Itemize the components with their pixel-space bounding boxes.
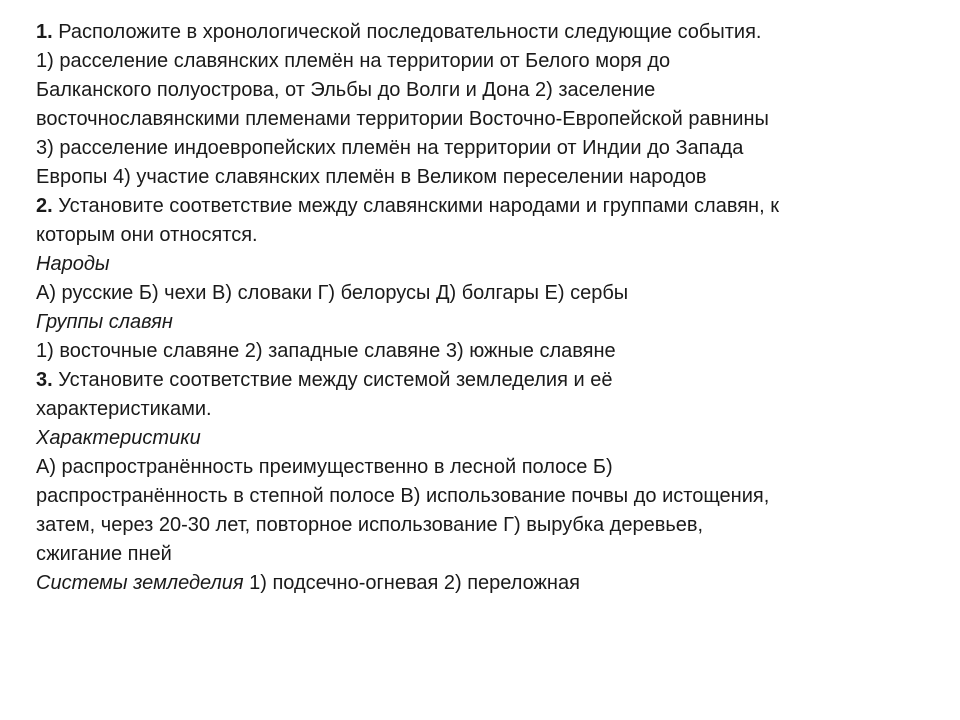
q1-event-line: 1) расселение славянских племён на территории от Белого моря до (36, 50, 671, 72)
q2-peoples-list: А) русские Б) чехи В) словаки Г) белорусы Д) болгары Е) сербы (36, 282, 629, 304)
q1-number: 1. (36, 21, 53, 43)
q2-groups-list: 1) восточные славяне 2) западные славяне 3) южные славяне (36, 340, 616, 362)
q3-feature-line: А) распространённость преимущественно в лесной полосе Б) (36, 456, 613, 478)
q3-systems-list: 1) подсечно-огневая 2) переложная (243, 572, 580, 594)
q3-number: 3. (36, 369, 53, 391)
q2-groups-heading: Группы славян (36, 311, 173, 333)
q1-title: Расположите в хронологической последовательности следующие события. (52, 21, 762, 43)
q1-event-line: 3) расселение индоевропейских племён на территории от Индии до Запада (36, 137, 744, 159)
q1-title-line (36, 18, 936, 47)
q1-event-line: Балканского полуострова, от Эльбы до Волги и Дона 2) заселение (36, 79, 656, 101)
q2-number: 2. (36, 195, 53, 217)
q1-event-line: восточнославянскими племенами территории Восточно-Европейской равнины (36, 108, 769, 130)
q2-peoples-heading: Народы (36, 253, 110, 275)
q3-title: Установите соответствие между системой земледелия и её (52, 369, 613, 391)
q3-feature-line: сжигание пней (36, 543, 172, 565)
q2-title: Установите соответствие между славянскими народами и группами славян, к (52, 195, 779, 217)
q3-feature-line: распространённость в степной полосе В) использование почвы до истощения, (36, 485, 770, 507)
q3-systems-line (36, 569, 936, 598)
q2-title-continuation: которым они относятся. (36, 224, 258, 246)
slide-text (36, 18, 936, 598)
q3-title-continuation: характеристиками. (36, 398, 212, 420)
q1-event-line: Европы 4) участие славянских племён в Великом переселении народов (36, 166, 707, 188)
q3-title-line (36, 366, 936, 395)
q3-features-heading: Характеристики (36, 427, 201, 449)
q3-systems-heading: Системы земледелия (36, 572, 244, 594)
q2-title-line (36, 192, 936, 221)
q3-feature-line: затем, через 20-30 лет, повторное использование Г) вырубка деревьев, (36, 514, 704, 536)
